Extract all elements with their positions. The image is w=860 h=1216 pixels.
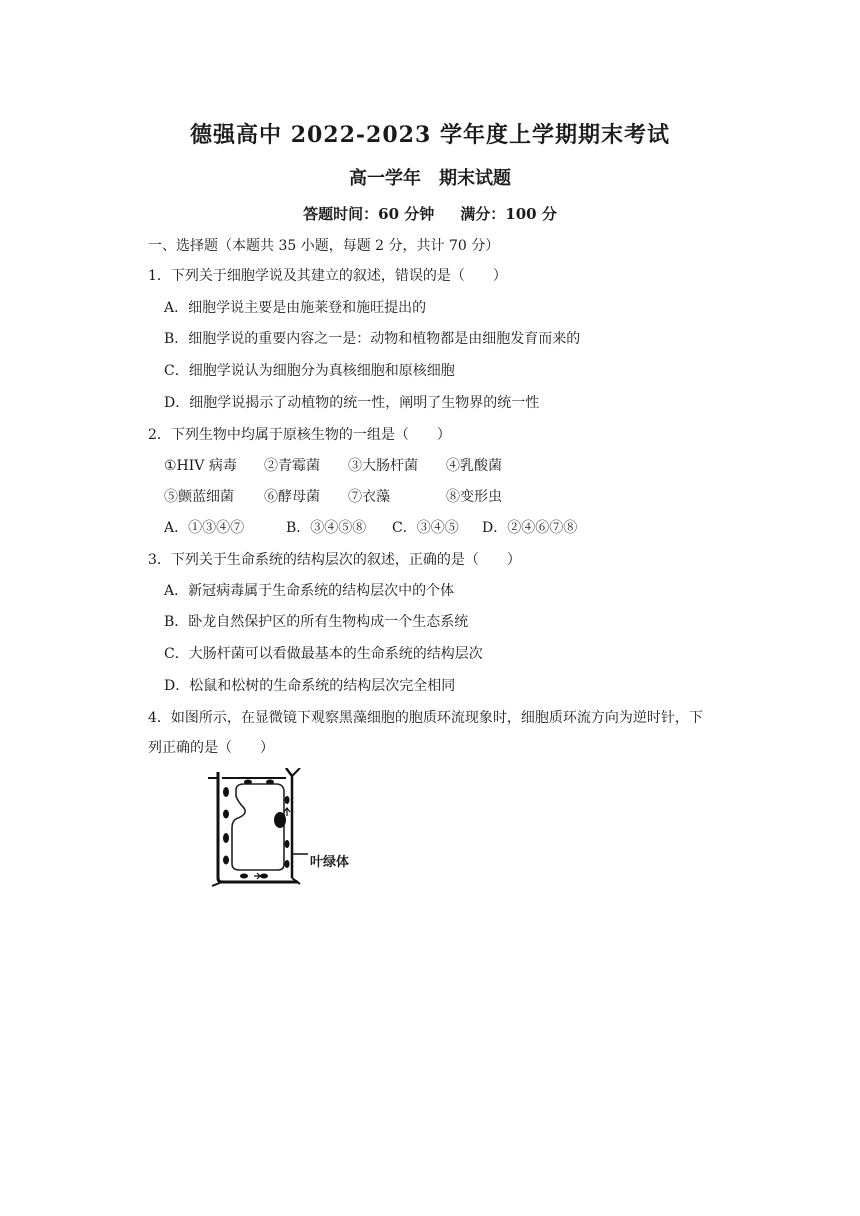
- question-2-option-c: C．③④⑤: [392, 520, 459, 536]
- exam-info: [0, 203, 860, 225]
- question-3-option-b: B．卧龙自然保护区的所有生物构成一个生态系统: [164, 614, 469, 630]
- question-1-option-a: A．细胞学说主要是由施莱登和施旺提出的: [164, 300, 427, 316]
- question-3-option-d: D．松鼠和松树的生命系统的结构层次完全相同: [164, 678, 456, 694]
- question-3-stem: 3．下列关于生命系统的结构层次的叙述，正确的是（ ）: [148, 552, 521, 568]
- section-heading: 一、选择题（本题共 35 小题，每题 2 分，共计 70 分）: [148, 238, 500, 254]
- question-2-item-8: ⑧变形虫: [446, 489, 502, 505]
- question-2-item-2: ②青霉菌: [264, 458, 320, 474]
- cell-diagram: [208, 768, 368, 888]
- exam-score: 满分：100 分: [460, 205, 557, 223]
- question-1-option-b: B．细胞学说的重要内容之一是：动物和植物都是由细胞发育而来的: [164, 331, 581, 347]
- question-2-stem: 2．下列生物中均属于原核生物的一组是（ ）: [148, 427, 451, 443]
- exam-subtitle: 高一学年 期末试题: [349, 168, 511, 189]
- question-4-stem-line1: 4．如图所示，在显微镜下观察黑藻细胞的胞质环流现象时，细胞质环流方向为逆时针，下: [148, 710, 703, 726]
- question-2-item-7: ⑦衣藻: [348, 489, 390, 505]
- chloroplast-label: 叶绿体: [310, 855, 350, 870]
- question-2-item-1: ①HIV 病毒: [164, 458, 237, 474]
- question-4-stem-line2: 列正确的是（ ）: [148, 740, 274, 756]
- question-3-option-c: C．大肠杆菌可以看做最基本的生命系统的结构层次: [164, 646, 483, 662]
- question-1-option-c: C．细胞学说认为细胞分为真核细胞和原核细胞: [164, 363, 455, 379]
- question-2-option-d: D．②④⑥⑦⑧: [482, 520, 578, 536]
- question-1-stem: 1．下列关于细胞学说及其建立的叙述，错误的是（ ）: [148, 268, 507, 284]
- question-3-option-a: A．新冠病毒属于生命系统的结构层次中的个体: [164, 583, 455, 599]
- question-2-item-3: ③大肠杆菌: [348, 458, 418, 474]
- exam-title: 德强高中 2022-2023 学年度上学期期末考试: [190, 122, 670, 148]
- question-2-item-6: ⑥酵母菌: [264, 489, 320, 505]
- question-2-item-5: ⑤颤蓝细菌: [164, 489, 234, 505]
- question-1-option-d: D．细胞学说揭示了动植物的统一性，阐明了生物界的统一性: [164, 395, 540, 411]
- question-2-item-4: ④乳酸菌: [446, 458, 502, 474]
- question-2-option-b: B．③④⑤⑧: [286, 520, 367, 536]
- question-2-option-a: A．①③④⑦: [164, 520, 245, 536]
- exam-time: 答题时间：60 分钟: [303, 205, 435, 223]
